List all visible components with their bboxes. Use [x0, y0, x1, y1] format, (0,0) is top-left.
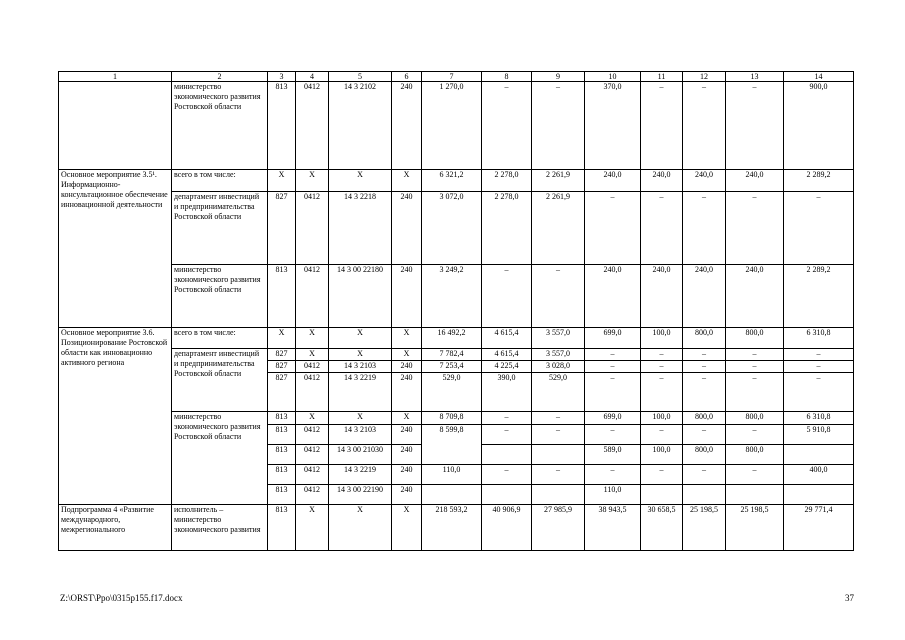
measure-cell: Подпрограмма 4 «Развитие международного, межрегионального — [59, 505, 172, 551]
table-cell: 529,0 — [422, 373, 482, 412]
table-cell: 3 249,2 — [422, 265, 482, 328]
table-cell: Х — [296, 505, 329, 551]
table-cell — [784, 445, 854, 465]
table-cell: Х — [296, 412, 329, 425]
table-cell: 800,0 — [683, 445, 726, 465]
executor-cell: министерство экономического развития Ростовской области — [172, 412, 268, 505]
table-cell: – — [482, 412, 532, 425]
table-cell — [641, 485, 683, 505]
table-cell: 30 658,5 — [641, 505, 683, 551]
executor-cell: департамент инвестиций и предпринимательства Ростовской области — [172, 192, 268, 265]
table-cell: 240 — [392, 485, 422, 505]
table-cell: 6 310,8 — [784, 328, 854, 349]
table-cell: Х — [392, 170, 422, 192]
table-cell: 813 — [268, 485, 296, 505]
table-cell: 1 270,0 — [422, 82, 482, 170]
budget-table — [58, 71, 854, 551]
table-cell: – — [532, 265, 585, 328]
table-cell: 14 3 2219 — [329, 465, 392, 485]
table-cell: 14 3 00 22180 — [329, 265, 392, 328]
executor-cell: всего в том числе: — [172, 170, 268, 192]
table-cell: 14 3 2219 — [329, 373, 392, 412]
table-cell: 390,0 — [482, 373, 532, 412]
table-cell: 827 — [268, 192, 296, 265]
measure-cell: Основное мероприятие 3.6. Позиционирование Ростовской области как инновационно активного региона — [59, 328, 172, 505]
table-cell: 699,0 — [585, 412, 641, 425]
table-cell: 3 557,0 — [532, 328, 585, 349]
table-cell: – — [683, 82, 726, 170]
table-cell: 240,0 — [585, 265, 641, 328]
table-cell: – — [585, 361, 641, 373]
table-cell: 240,0 — [641, 265, 683, 328]
table-cell: 800,0 — [726, 412, 784, 425]
table-cell: – — [784, 192, 854, 265]
table-cell: – — [641, 465, 683, 485]
table-cell: 0412 — [296, 265, 329, 328]
table-cell: 0412 — [296, 465, 329, 485]
table-cell: 800,0 — [726, 445, 784, 465]
table-cell: 16 492,2 — [422, 328, 482, 349]
table-cell — [482, 485, 532, 505]
table-cell — [422, 485, 482, 505]
table-cell: 2 289,2 — [784, 170, 854, 192]
table-cell: 110,0 — [422, 465, 482, 485]
table-cell: – — [784, 349, 854, 361]
table-cell: 3 557,0 — [532, 349, 585, 361]
table-cell: 240 — [392, 425, 422, 445]
column-number: 2 — [172, 72, 268, 82]
table-cell: 813 — [268, 412, 296, 425]
table-cell: 29 771,4 — [784, 505, 854, 551]
table-cell: Х — [392, 349, 422, 361]
table-cell: 100,0 — [641, 412, 683, 425]
table-cell: – — [641, 82, 683, 170]
table-cell: 240,0 — [726, 265, 784, 328]
table-cell: 110,0 — [585, 485, 641, 505]
column-number: 10 — [585, 72, 641, 82]
table-cell: 699,0 — [585, 328, 641, 349]
table-cell: – — [784, 361, 854, 373]
table-cell: 27 985,9 — [532, 505, 585, 551]
table-cell: – — [482, 82, 532, 170]
measure-cell: Основное мероприятие 3.5¹. Информационно-консультационное обеспечение инновационной деятельности — [59, 170, 172, 328]
table-cell: 7 253,4 — [422, 361, 482, 373]
table-cell: 240,0 — [726, 170, 784, 192]
page-number: 37 — [845, 593, 854, 603]
table-cell: – — [726, 373, 784, 412]
table-cell: 40 906,9 — [482, 505, 532, 551]
table-cell: 240,0 — [683, 265, 726, 328]
executor-cell: министерство экономического развития Ростовской области — [172, 265, 268, 328]
table-cell: – — [532, 465, 585, 485]
table-cell: 8 709,8 — [422, 412, 482, 425]
table-cell: 14 3 2102 — [329, 82, 392, 170]
table-cell: – — [641, 361, 683, 373]
column-number: 5 — [329, 72, 392, 82]
table-row — [59, 192, 854, 265]
table-cell: 14 3 00 21030 — [329, 445, 392, 465]
table-cell — [532, 445, 585, 465]
column-number: 11 — [641, 72, 683, 82]
table-cell: 240,0 — [585, 170, 641, 192]
table-cell: 240 — [392, 82, 422, 170]
table-cell — [726, 485, 784, 505]
table-cell: – — [683, 373, 726, 412]
executor-cell: министерство экономического развития Ростовской области — [172, 82, 268, 170]
table-cell: 25 198,5 — [683, 505, 726, 551]
table-cell: 400,0 — [784, 465, 854, 485]
table-cell: 827 — [268, 361, 296, 373]
table-cell: – — [532, 82, 585, 170]
table-cell: 240 — [392, 265, 422, 328]
table-cell: 240 — [392, 192, 422, 265]
table-cell: 7 782,4 — [422, 349, 482, 361]
table-cell: 800,0 — [683, 412, 726, 425]
table-cell: 3 028,0 — [532, 361, 585, 373]
table-row — [59, 328, 854, 349]
table-cell: 0412 — [296, 445, 329, 465]
executor-cell: всего в том числе: — [172, 328, 268, 349]
table-cell: – — [683, 192, 726, 265]
table-cell: 100,0 — [641, 445, 683, 465]
table-cell: Х — [329, 505, 392, 551]
table-cell: 5 910,8 — [784, 425, 854, 445]
table-cell: 0412 — [296, 361, 329, 373]
table-cell: 0412 — [296, 192, 329, 265]
table-cell: 800,0 — [726, 328, 784, 349]
table-row — [59, 265, 854, 328]
table-cell: 240 — [392, 373, 422, 412]
column-number: 13 — [726, 72, 784, 82]
table-cell: 0412 — [296, 485, 329, 505]
table-cell: – — [585, 349, 641, 361]
table-cell: 240 — [392, 445, 422, 465]
table-cell: – — [726, 349, 784, 361]
column-number: 12 — [683, 72, 726, 82]
table-cell: – — [683, 465, 726, 485]
table-cell: – — [683, 425, 726, 445]
table-cell: 2 278,0 — [482, 170, 532, 192]
table-cell: 14 3 2103 — [329, 361, 392, 373]
column-number: 8 — [482, 72, 532, 82]
table-cell: 2 278,0 — [482, 192, 532, 265]
table-cell: – — [784, 373, 854, 412]
table-row — [59, 412, 854, 425]
table-cell: 2 261,9 — [532, 192, 585, 265]
table-cell — [482, 445, 532, 465]
table-cell: Х — [296, 349, 329, 361]
table-cell: 14 3 2218 — [329, 192, 392, 265]
column-number: 6 — [392, 72, 422, 82]
table-cell: Х — [296, 170, 329, 192]
table-cell: 4 615,4 — [482, 328, 532, 349]
table-cell: – — [726, 82, 784, 170]
table-cell: 240 — [392, 361, 422, 373]
table-cell: – — [585, 192, 641, 265]
table-cell: 813 — [268, 82, 296, 170]
file-path: Z:\ORST\Ppo\0315p155.f17.docx — [60, 593, 183, 603]
table-cell: 38 943,5 — [585, 505, 641, 551]
table-cell: 6 321,2 — [422, 170, 482, 192]
table-cell: Х — [329, 328, 392, 349]
table-cell: 900,0 — [784, 82, 854, 170]
table-cell: – — [585, 373, 641, 412]
table-cell: 0412 — [296, 425, 329, 445]
table-cell: 0412 — [296, 373, 329, 412]
table-cell: – — [532, 425, 585, 445]
table-cell: Х — [329, 170, 392, 192]
measure-cell — [59, 82, 172, 170]
table-row — [59, 505, 854, 551]
table-cell: 3 072,0 — [422, 192, 482, 265]
table-cell: – — [585, 425, 641, 445]
table-cell: 6 310,8 — [784, 412, 854, 425]
table-cell: 0412 — [296, 82, 329, 170]
table-cell: – — [585, 465, 641, 485]
table-cell: 827 — [268, 373, 296, 412]
table-cell: Х — [329, 412, 392, 425]
table-cell: Х — [392, 412, 422, 425]
executor-cell: департамент инвестиций и предпринимательства Ростовской области — [172, 349, 268, 412]
table-cell: – — [641, 425, 683, 445]
table-row — [59, 349, 854, 361]
table-cell: 218 593,2 — [422, 505, 482, 551]
table-cell: 800,0 — [683, 328, 726, 349]
table-row — [59, 82, 854, 170]
column-number-row — [59, 72, 854, 82]
table-cell: 25 198,5 — [726, 505, 784, 551]
table-cell: 14 3 2103 — [329, 425, 392, 445]
table-cell: 240,0 — [641, 170, 683, 192]
table-cell: Х — [329, 349, 392, 361]
table-cell: – — [726, 425, 784, 445]
column-number: 7 — [422, 72, 482, 82]
table-cell — [532, 485, 585, 505]
table-cell: Х — [392, 505, 422, 551]
table-cell: 813 — [268, 465, 296, 485]
table-cell: Х — [268, 170, 296, 192]
table-cell: – — [726, 192, 784, 265]
table-cell: – — [683, 349, 726, 361]
table-cell: – — [532, 412, 585, 425]
table-cell: 4 225,4 — [482, 361, 532, 373]
table-cell: – — [482, 465, 532, 485]
table-cell: 813 — [268, 445, 296, 465]
executor-cell: исполнитель – министерство экономического развития — [172, 505, 268, 551]
table-cell: 2 261,9 — [532, 170, 585, 192]
table-cell: – — [726, 361, 784, 373]
table-cell: 4 615,4 — [482, 349, 532, 361]
table-cell: 589,0 — [585, 445, 641, 465]
table-cell: 8 599,8 — [422, 425, 482, 465]
table-cell: 827 — [268, 349, 296, 361]
table-cell: 240 — [392, 465, 422, 485]
column-number: 14 — [784, 72, 854, 82]
table-cell: 370,0 — [585, 82, 641, 170]
table-cell: – — [641, 192, 683, 265]
table-cell: Х — [392, 328, 422, 349]
table-cell: Х — [268, 328, 296, 349]
table-cell: 2 289,2 — [784, 265, 854, 328]
table-cell — [784, 485, 854, 505]
table-cell: – — [641, 349, 683, 361]
table-cell: 14 3 00 22190 — [329, 485, 392, 505]
column-number: 9 — [532, 72, 585, 82]
table-cell: 813 — [268, 425, 296, 445]
table-cell: 100,0 — [641, 328, 683, 349]
table-cell: – — [482, 265, 532, 328]
table-cell: 529,0 — [532, 373, 585, 412]
table-cell: – — [683, 361, 726, 373]
table-cell: 240,0 — [683, 170, 726, 192]
column-number: 3 — [268, 72, 296, 82]
column-number: 1 — [59, 72, 172, 82]
column-number: 4 — [296, 72, 329, 82]
table-cell: – — [641, 373, 683, 412]
table-cell: – — [482, 425, 532, 445]
table-cell: – — [726, 465, 784, 485]
table-cell: 813 — [268, 265, 296, 328]
table-cell: Х — [296, 328, 329, 349]
table-cell: 813 — [268, 505, 296, 551]
table-row — [59, 170, 854, 192]
table-cell — [683, 485, 726, 505]
